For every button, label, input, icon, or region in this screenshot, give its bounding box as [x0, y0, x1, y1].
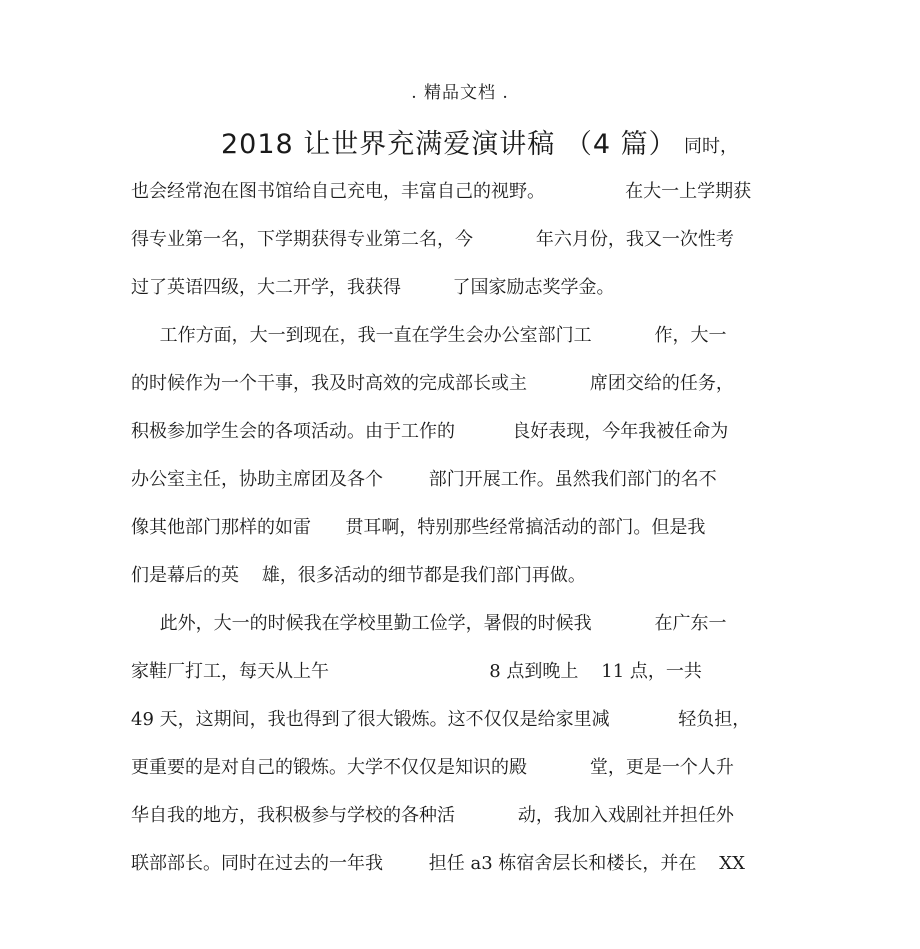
document-title: 2018 让世界充满爱演讲稿 （4 篇） — [221, 129, 677, 160]
text-line: 们是幕后的英 雄，很多活动的细节都是我们部门再做。 — [131, 565, 586, 586]
text-line: 49 天，这期间，我也得到了很大锻炼。这不仅仅是给家里减 轻负担， — [131, 709, 751, 730]
document-header: . 精品文档 . — [411, 83, 509, 103]
text-line: 积极参加学生会的各项活动。由于工作的 良好表现，今年我被任命为 — [131, 421, 729, 442]
text-line: 更重要的是对自己的锻炼。大学不仅仅是知识的殿 堂，更是一个人升 — [131, 757, 734, 778]
text-line: 得专业第一名，下学期获得专业第二名，今 年六月份，我又一次性考 — [131, 229, 734, 250]
text-line: 也会经常泡在图书馆给自己充电，丰富自己的视野。 在大一上学期获 — [131, 181, 752, 202]
text-line: 此外，大一的时候我在学校里勤工俭学，暑假的时候我 在广东一 — [131, 613, 727, 634]
text-line: 像其他部门那样的如雷 贯耳啊，特别那些经常搞活动的部门。但是我 — [131, 517, 706, 538]
text-line: 的时候作为一个干事，我及时高效的完成部长或主 席团交给的任务， — [131, 373, 734, 394]
text-line: 工作方面，大一到现在，我一直在学生会办公室部门工 作，大一 — [131, 325, 727, 346]
text-line: 办公室主任，协助主席团及各个 部门开展工作。虽然我们部门的名不 — [131, 469, 717, 490]
text-line: 家鞋厂打工，每天从上午 8 点到晚上 11 点，一共 — [131, 661, 702, 682]
text-line: 联部部长。同时在过去的一年我 担任 a3 栋宿舍层长和楼长，并在 XX — [131, 853, 745, 874]
title-trailing-text: 同时， — [684, 136, 738, 157]
text-line: 华自我的地方，我积极参与学校的各种活 动，我加入戏剧社并担任外 — [131, 805, 734, 826]
title-row — [0, 122, 920, 162]
text-line: 过了英语四级，大二开学，我获得 了国家励志奖学金。 — [131, 277, 615, 298]
